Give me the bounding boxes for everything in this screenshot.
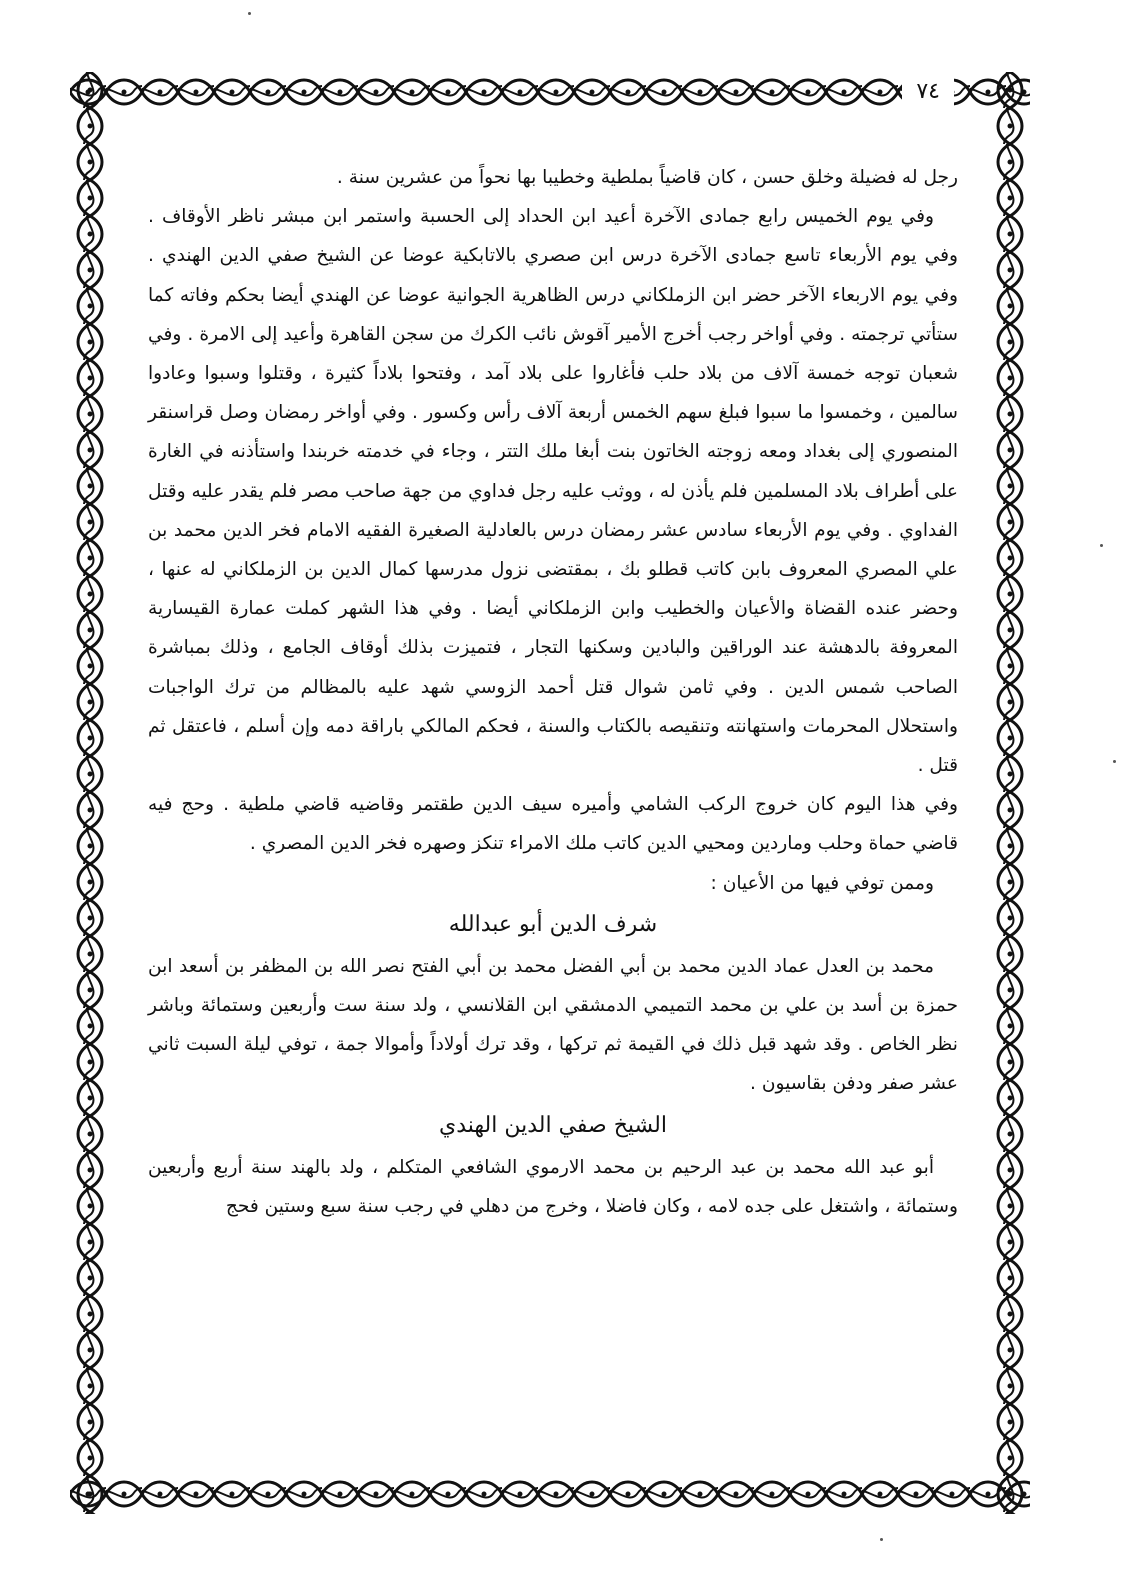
page-number: ٧٤ xyxy=(902,78,954,106)
ornamental-border-right xyxy=(990,72,1030,1514)
ornamental-border-bottom xyxy=(70,1474,1030,1514)
paragraph-5: محمد بن العدل عماد الدين محمد بن أبي الفضل محمد بن أبي الفتح نصر الله بن المظفر بن أسعد ابن حمزة بن أسد بن علي بن محمد التميمي الدمشقي ابن القلانسي ، ولد سنة ست وأربعين وستمائة وباشر نظر الخاص . وقد شهد قبل ذلك في القيمة ثم تركها ، وقد ترك أولاداً وأموالا جمة ، توفي ليلة السبت ثاني عشر صفر ودفن بقاسيون . xyxy=(148,955,958,1095)
ornamental-border-top xyxy=(70,72,1030,112)
ornamental-border-left xyxy=(70,72,110,1514)
paragraph-4: وممن توفي فيها من الأعيان : xyxy=(710,872,934,894)
section-heading-sharaf-al-din: شرف الدين أبو عبدالله xyxy=(448,911,658,937)
text-body xyxy=(148,158,958,1226)
paragraph-6: أبو عبد الله محمد بن عبد الرحيم بن محمد الارموي الشافعي المتكلم ، ولد بالهند سنة أربع وأربعين وستمائة ، واشتغل على جده لامه ، وكان فاضلا ، وخرج من دهلي في رجب سنة سبع وستين فحج xyxy=(148,1156,958,1217)
section-heading-safi-al-din: الشيخ صفي الدين الهندي xyxy=(438,1112,667,1138)
paragraph-2: وفي يوم الخميس رابع جمادى الآخرة أعيد ابن الحداد إلى الحسبة واستمر ابن مبشر ناظر الأوقاف . وفي يوم الأربعاء تاسع جمادى الآخرة درس ابن صصري بالاتابكية عوضا عن الشيخ صفي الدين الهندي . وفي يوم الاربعاء الآخر حضر ابن الزملكاني درس الظاهرية الجوانية عوضا عن الهندي أيضا بحكم وفاته كما ستأتي ترجمته . وفي أواخر رجب أخرج الأمير آقوش نائب الكرك من سجن القاهرة وأعيد إلى الامرة . وفي شعبان توجه خمسة آلاف من بلاد حلب فأغاروا على بلاد آمد ، وفتحوا بلاداً كثيرة ، وقتلوا وسبوا وعادوا سالمين ، وخمسوا ما سبوا فبلغ سهم الخمس أربعة آلاف رأس وكسور . وفي أواخر رمضان وصل قراسنقر المنصوري إلى بغداد ومعه زوجته الخاتون بنت أبغا ملك التتر ، وجاء في خدمته خربندا واستأذنه في الغارة على أطراف بلاد المسلمين فلم يأذن له ، ووثب عليه رجل فداوي من جهة صاحب مصر فلم يقدر عليه وقتل الفداوي . وفي يوم الأربعاء سادس عشر رمضان درس بالعادلية الصغيرة الفقيه الامام فخر الدين محمد بن علي المصري المعروف بابن كاتب قطلو بك ، بمقتضى نزول مدرسها كمال الدين بن الزملكاني له عنها ، وحضر عنده القضاة والأعيان والخطيب وابن الزملكاني أيضا . وفي هذا الشهر كملت عمارة القيسارية المعروفة بالدهشة عند الوراقين والبادين وسكنها التجار ، فتميزت بذلك أوقاف الجامع ، وذلك بمباشرة الصاحب شمس الدين . وفي ثامن شوال قتل أحمد الزوسي شهد عليه بالمظالم من ترك الواجبات واستحلال المحرمات واستهانته وتنقيصه بالكتاب والسنة ، فحكم المالكي باراقة دمه وإن أسلم ، فاعتقل ثم قتل . xyxy=(148,206,958,777)
paragraph-3: وفي هذا اليوم كان خروج الركب الشامي وأميره سيف الدين طقتمر وقاضيه قاضي ملطية . وحج فيه قاضي حماة وحلب وماردين ومحيي الدين كاتب ملك الامراء تنكز وصهره فخر الدين المصري . xyxy=(148,794,958,855)
paragraph-1: رجل له فضيلة وخلق حسن ، كان قاضياً بملطية وخطيبا بها نحواً من عشرين سنة . xyxy=(336,167,958,188)
